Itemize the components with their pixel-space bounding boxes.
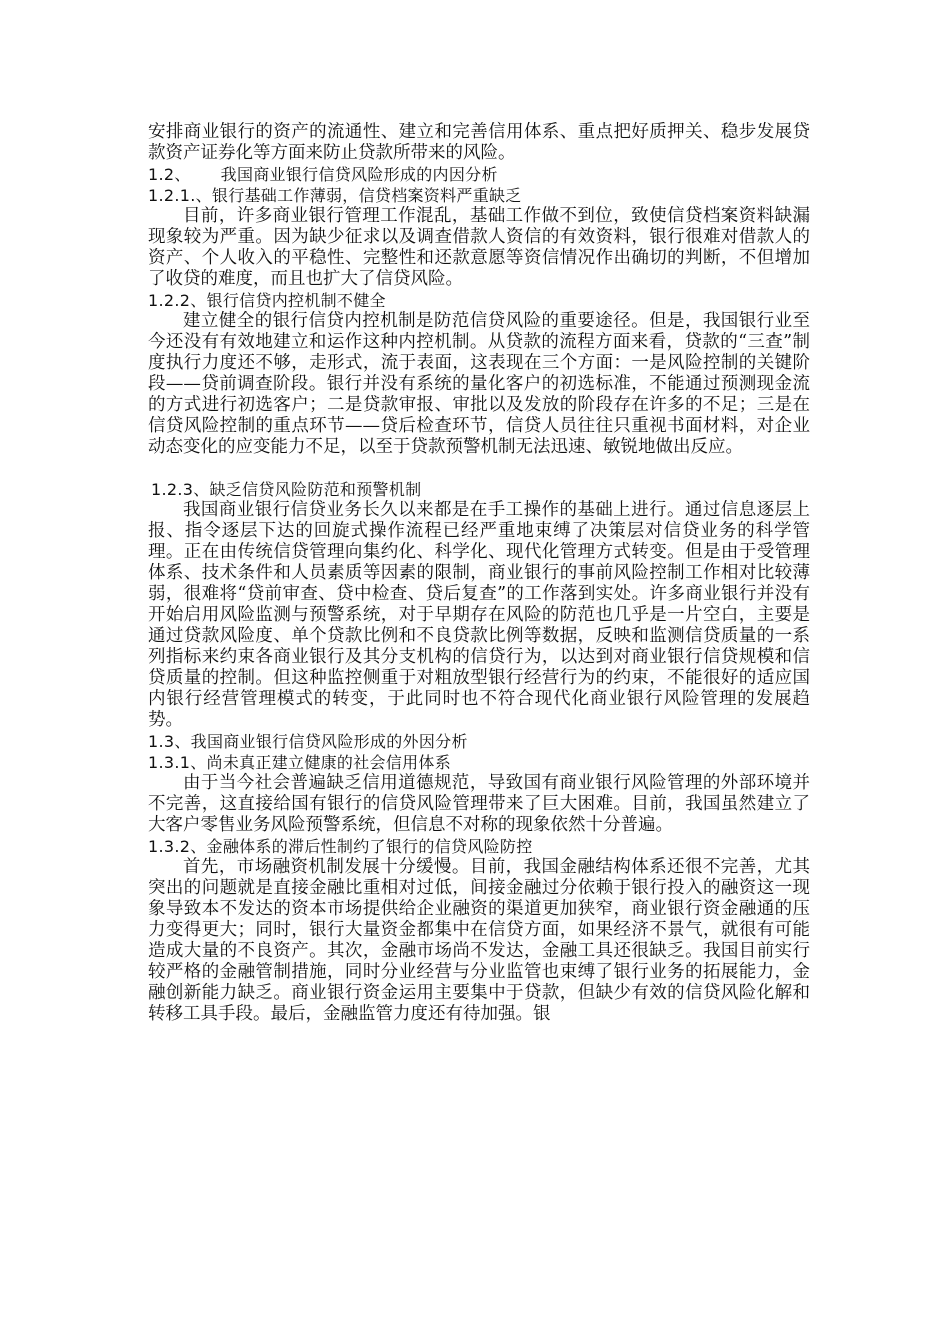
heading-number: 1.3.1 [148, 753, 191, 772]
paragraph-1-3-1: 由于当今社会普遍缺乏信用道德规范，导致国有商业银行风险管理的外部环境并不完善，这直接给国有银行的信贷风险管理带来了巨大困难。目前，我国虽然建立了大客户零售业务风险预警系统，但信息不对称的现象依然十分普遍。 [148, 773, 810, 835]
heading-1-3-2 [148, 836, 810, 857]
paragraph-1-3-2: 首先，市场融资机制发展十分缓慢。目前，我国金融结构体系还很不完善，尤其突出的问题就是直接金融比重相对过低，间接金融过分依赖于银行投入的融资这一现象导致本不发达的资本市场提供给企业融资的渠道更加狭窄，商业银行资金融通的压力变得更大；同时，银行大量资金都集中在信贷方面，如果经济不景气，就很有可能造成大量的不良资产。其次，金融市场尚不发达，金融工具还很缺乏。我国目前实行较严格的金融管制措施，同时分业经营与分业监管也束缚了银行业务的拓展能力，金融创新能力缺乏。商业银行资金运用主要集中于贷款，但缺少有效的信贷风险化解和转移工具手段。最后，金融监管力度还有待加强。银 [148, 857, 810, 1024]
heading-number: 1.3.2 [148, 837, 191, 856]
heading-1-2-1 [148, 185, 810, 206]
heading-number: 1.2.2 [148, 291, 191, 310]
paragraph-intro: 安排商业银行的资产的流通性、建立和完善信用体系、重点把好质押关、稳步发展贷款资产证券化等方面来防止贷款所带来的风险。 [148, 122, 810, 163]
heading-title: 、银行信贷内控机制不健全 [190, 291, 386, 310]
document-body [148, 122, 810, 1025]
heading-title: 我国商业银行信贷风险形成的内因分析 [220, 165, 498, 184]
heading-number: 1.2、 [148, 165, 191, 184]
paragraph-1-2-1: 目前，许多商业银行管理工作混乱，基础工作做不到位，致使信贷档案资料缺漏现象较为严重。因为缺少征求以及调查借款人资信的有效资料，银行很难对借款人的资产、个人收入的平稳性、完整性和还款意愿等资信情况作出确切的判断，不但增加了收贷的难度，而且也扩大了信贷风险。 [148, 206, 810, 289]
heading-title: 、银行基础工作薄弱，信贷档案资料严重缺乏 [195, 186, 522, 205]
heading-number: 1.3 [148, 732, 175, 751]
heading-number: 1.2.1. [148, 186, 196, 205]
heading-1-2-3 [148, 479, 810, 500]
heading-title: 、金融体系的滞后性制约了银行的信贷风险防控 [190, 837, 533, 856]
heading-1-2 [148, 164, 810, 185]
heading-number: 1.2.3 [151, 480, 194, 499]
heading-title: 、缺乏信贷风险防范和预警机制 [193, 480, 422, 499]
paragraph-1-2-3: 我国商业银行信贷业务长久以来都是在手工操作的基础上进行。通过信息逐层上报、指令逐层下达的回旋式操作流程已经严重地束缚了决策层对信贷业务的科学管理。正在由传统信贷管理向集约化、科学化、现代化管理方式转变。但是由于受管理体系、技术条件和人员素质等因素的限制，商业银行的事前风险控制工作相对比较薄弱，很难将“贷前审查、贷中检查、贷后复查”的工作落到实处。许多商业银行并没有开始启用风险监测与预警系统，对于早期存在风险的防范也几乎是一片空白，主要是通过贷款风险度、单个贷款比例和不良贷款比例等数据，反映和监测信贷质量的一系列指标来约束各商业银行及其分支机构的信贷行为，以达到对商业银行信贷规模和信贷质量的控制。但这种监控侧重于对粗放型银行经营行为的约束，不能很好的适应国内银行经营管理模式的转变，于此同时也不符合现代化商业银行风险管理的发展趋势。 [148, 500, 810, 730]
heading-title: 、我国商业银行信贷风险形成的外因分析 [174, 732, 468, 751]
heading-title: 、尚未真正建立健康的社会信用体系 [190, 753, 452, 772]
heading-1-2-2 [148, 290, 810, 311]
heading-1-3-1 [148, 752, 810, 773]
paragraph-1-2-2: 建立健全的银行信贷内控机制是防范信贷风险的重要途径。但是，我国银行业至今还没有有效地建立和运作这种内控机制。从贷款的流程方面来看，贷款的“三查”制度执行力度还不够，走形式，流于表面，这表现在三个方面：一是风险控制的关键阶段——贷前调查阶段。银行并没有系统的量化客户的初选标准，不能通过预测现金流的方式进行初选客户；二是贷款审报、审批以及发放的阶段存在许多的不足；三是在信贷风险控制的重点环节——贷后检查环节，信贷人员往往只重视书面材料，对企业动态变化的应变能力不足，以至于贷款预警机制无法迅速、敏锐地做出反应。 [148, 311, 810, 457]
heading-1-3 [148, 731, 810, 752]
blank-line [148, 458, 810, 479]
